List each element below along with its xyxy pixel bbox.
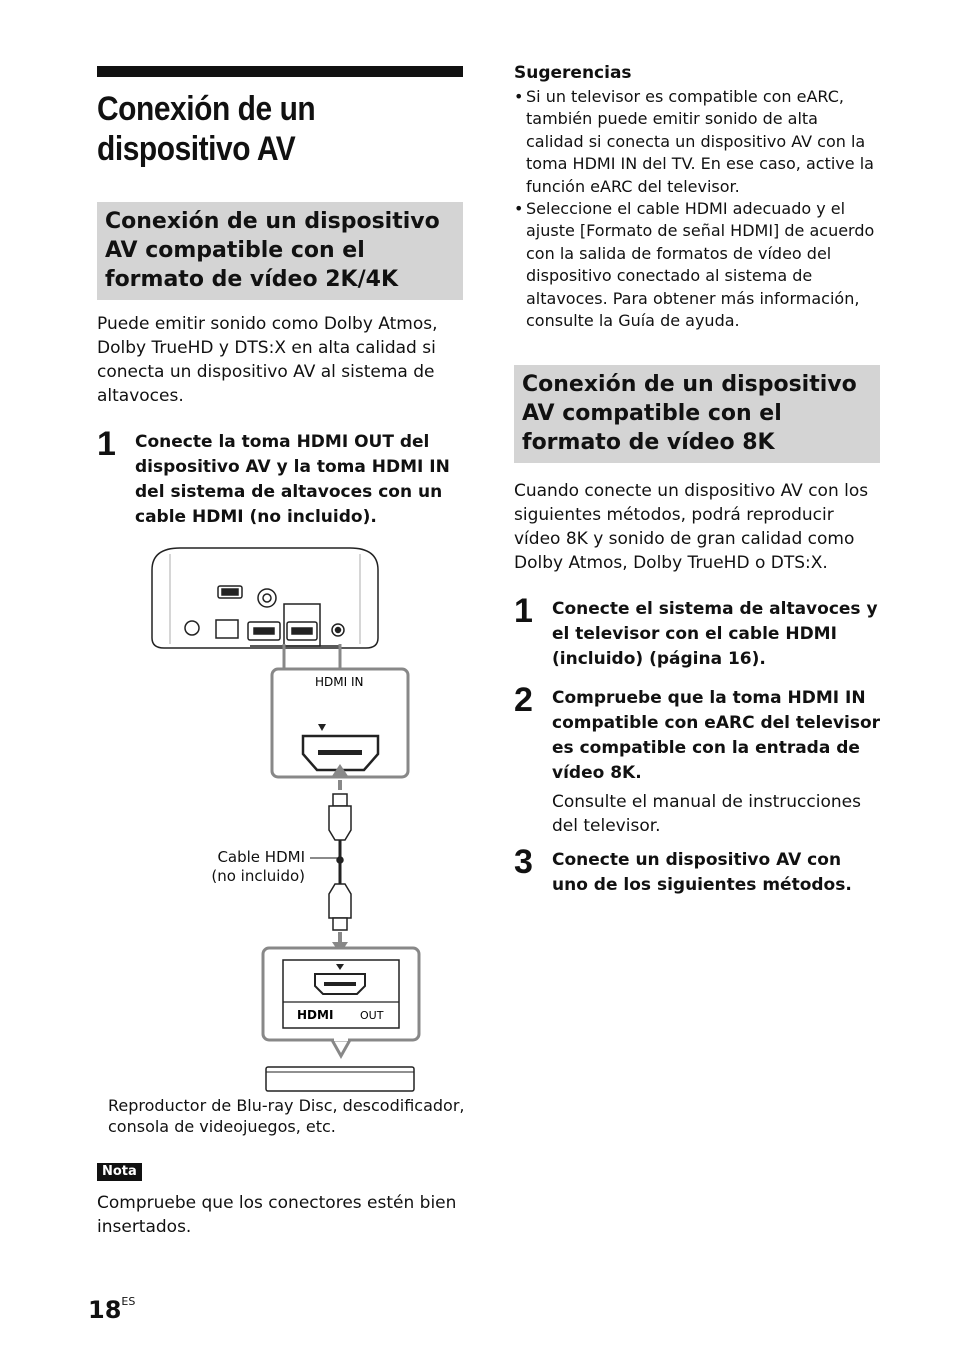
callout-pointer [332,1040,350,1056]
hdmi-logo: HDMI [297,1008,334,1022]
step-number: 1 [514,592,533,631]
intro-8k: Cuando conecte un dispositivo AV con los siguientes métodos, podrá reproducir vídeo 8K y sonido de gran calidad como Dolby Atmos, Dolby TrueHD o DTS:X. [514,481,869,574]
intro-2k4k: Puede emitir sonido como Dolby Atmos, Dolby TrueHD y DTS:X en alta calidad si conecta un dispositivo AV al sistema de altavoces. [97,314,438,406]
cable-label-line2: (no incluido) [211,867,305,885]
page-number [88,1296,135,1324]
section-heading-8k: Conexión de un dispositivo AV compatible con el formato de vídeo 8K [514,365,880,463]
step-8k-2 [514,681,881,838]
cable-label [140,848,305,886]
step-8k-1 [514,592,880,672]
av-device-icon [266,1067,414,1091]
section-heading-2k4k: Conexión de un dispositivo AV compatible con el formato de vídeo 2K/4K [97,202,463,300]
device-caption: Reproductor de Blu-ray Disc, descodificador, consola de videojuegos, etc. [108,1096,465,1136]
note-text: Compruebe que los conectores estén bien insertados. [97,1193,457,1237]
step-number: 1 [97,425,116,463]
left-column [97,66,463,530]
note-block [97,1160,463,1239]
hdmi-in-label: HDMI IN [315,675,364,689]
step-subtext: Consulte el manual de instrucciones del televisor. [552,792,861,837]
speaker-rear-panel [152,548,378,648]
hdmi-cable-icon [329,794,351,930]
page-number-value: 18 [88,1296,122,1324]
connection-diagram [140,540,440,1100]
step-text: Conecte el sistema de altavoces y el televisor con el cable HDMI (incluido) (página 16). [552,599,878,670]
note-badge: Nota [97,1163,142,1181]
right-column [514,62,880,898]
page-title: Conexión de un dispositivo AV [97,90,316,168]
step-2k4k-1 [97,425,463,530]
tip-item: • Si un televisor es compatible con eARC, también puede emitir sonido de alta calidad si conecta un dispositivo AV con la toma HDMI IN del TV. En ese caso, active la función eARC del televisor. [514,86,880,198]
step-number: 3 [514,843,533,882]
step-number: 2 [514,681,533,720]
step-text: Conecte un dispositivo AV con uno de los siguientes métodos. [552,850,852,896]
step-8k-3 [514,843,880,898]
out-label: OUT [360,1009,384,1022]
connection-diagram-svg [140,540,440,1100]
step-text: Conecte la toma HDMI OUT del dispositivo AV y la toma HDMI IN del sistema de altavoces con un cable HDMI (no incluido). [135,432,450,527]
cable-label-line1: Cable HDMI [217,848,305,866]
tips-title: Sugerencias [514,63,632,83]
tips-list [514,86,880,332]
title-rule [97,66,463,77]
step-text: Compruebe que la toma HDMI IN compatible con eARC del televisor es compatible con la entrada de vídeo 8K. [552,688,881,784]
tip-item: • Seleccione el cable HDMI adecuado y el ajuste [Formato de señal HDMI] de acuerdo con la salida de formatos de vídeo del dispositivo conectado al sistema de altavoces. Para obtener más información, consulte la Guía de ayuda. [514,198,880,332]
page-lang-suffix: ES [121,1295,136,1308]
